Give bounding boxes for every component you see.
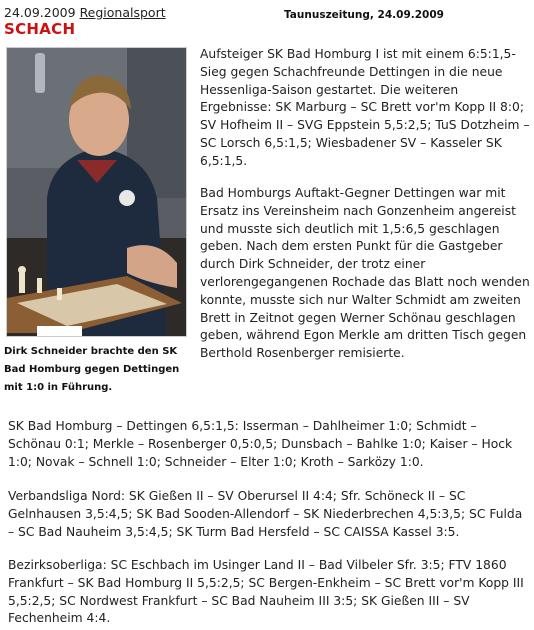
article-paragraph-2: Bad Homburgs Auftakt-Gegner Dettingen war mit Ersatz ins Vereinsheim nach Gonzenheim angereist und musste sich deutlich mit 1,5:6,5 geschlagen geben. Nach dem ersten Punkt für die Gastgeber durch Dirk Schneider, der trotz einer verlorengegangenen Rochade das Blatt noch wenden konnte, musste sich nur Walter Schmidt am zweiten Brett in Zeitnot gegen Werner Schönau geschlagen geben, während Egon Merkle am dritten Tisch gegen Berthold Rosenberger remisierte. [200,186,530,361]
article-paragraph-1: Aufsteiger SK Bad Homburg I ist mit einem 6:5:1,5-Sieg gegen Schachfreunde Dettingen in die neue Hessenliga-Saison gestartet. Die weiteren Ergebnisse: SK Marburg – SC Brett vor'm Kopp II 8:0; SV Hofheim II – SVG Eppstein 5,5:2,5; TuS Dotzheim – SC Lorsch 6,5:1,5; Wiesbadener SV – Kasseler SK 6,5:1,5. [200,47,530,168]
category-link[interactable]: Regionalsport [79,5,166,20]
article-date: 24.09.2009 [4,5,76,20]
date-line [4,5,166,20]
results-verbandsliga: Verbandsliga Nord: SK Gießen II – SV Oberursel II 4:4; Sfr. Schöneck II – SC Gelnhausen 3,5:4,5; SK Bad Sooden-Allendorf – SK Niederbrechen 4,5:3,5; SC Fulda – SC Bad Nauheim 3,5:4,5; SK Turm Bad Hersfeld – SC CAISSA Kassel 3:5. [8,489,523,539]
source-label: Taunuszeitung, 24.09.2009 [284,9,444,21]
article-title: SCHACH [4,20,76,38]
article-photo [6,47,187,337]
results-bad-homburg: SK Bad Homburg – Dettingen 6,5:1,5: Isserman – Dahlheimer 1:0; Schmidt – Schönau 0:1; Merkle – Rosenberger 0,5:0,5; Dunsbach – Bahlke 1:0; Kaiser – Hock 1:0; Novak – Schnell 1:0; Schneider – Elter 1:0; Kroth – Sarközy 1:0. [8,419,513,469]
photo-illustration [7,48,187,337]
results-bezirksoberliga: Bezirksoberliga: SC Eschbach im Usinger Land II – Bad Vilbeler Sfr. 3:5; FTV 1860 Frankfurt – SK Bad Homburg II 5,5:2,5; SC Bergen-Enkheim – SC Brett vor'm Kopp III 5,5:2,5; SC Nordwest Frankfurt – SC Bad Nauheim III 3:5; SK Gießen III – SV Fechenheim 4:4. [8,558,524,626]
photo-caption: Dirk Schneider brachte den SK Bad Homburg gegen Dettingen mit 1:0 in Führung. [4,346,180,393]
